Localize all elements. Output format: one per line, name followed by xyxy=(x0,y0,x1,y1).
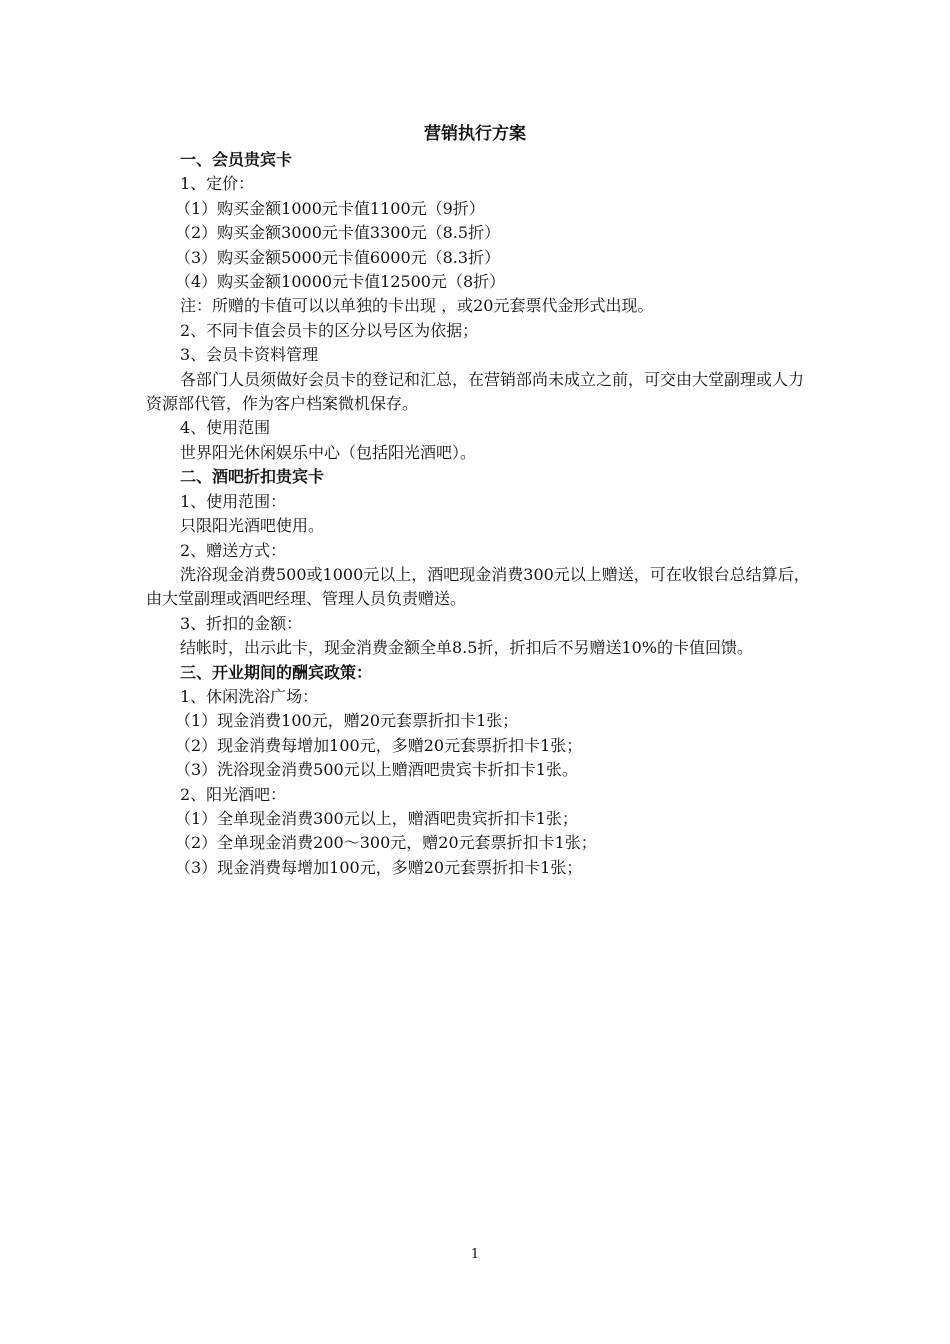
body-line: （2）全单现金消费200～300元，赠20元套票折扣卡1张； xyxy=(175,833,597,853)
body-line: （3）购买金额5000元卡值6000元（8.3折） xyxy=(175,247,501,267)
body-line: 3、折扣的金额： xyxy=(180,613,303,633)
body-line: （2）购买金额3000元卡值3300元（8.5折） xyxy=(175,223,501,243)
body-line: 世界阳光休闲娱乐中心（包括阳光酒吧）。 xyxy=(180,442,477,462)
body-line: 1、定价： xyxy=(180,174,255,194)
section-heading: 二、酒吧折扣贵宾卡 xyxy=(180,467,325,487)
body-line: （1）购买金额1000元卡值1100元（9折） xyxy=(175,198,485,218)
body-line: 2、赠送方式： xyxy=(180,540,287,560)
body-line: 1、休闲洗浴广场： xyxy=(180,686,319,706)
body-line: （1）现金消费100元，赠20元套票折扣卡1张； xyxy=(175,711,519,731)
body-line: 注：所赠的卡值可以以单独的卡出现 ，或20元套票代金形式出现。 xyxy=(180,296,654,316)
body-line: 只限阳光酒吧使用。 xyxy=(180,516,325,536)
body-line: 3、会员卡资料管理 xyxy=(180,345,319,365)
body-line: 洗浴现金消费500或1000元以上，酒吧现金消费300元以上赠送，可在收银台总结算后，由大堂副理或酒吧经理、管理人员负责赠送。 xyxy=(146,564,810,609)
body-line: 2、不同卡值会员卡的区分以号区为依据； xyxy=(180,320,479,340)
page-number: 1 xyxy=(470,1247,480,1262)
body-line: （3）洗浴现金消费500元以上赠酒吧贵宾卡折扣卡1张。 xyxy=(175,760,578,780)
body-line: 1、使用范围： xyxy=(180,491,287,511)
body-line: 各部门人员须做好会员卡的登记和汇总，在营销部尚未成立之前，可交由大堂副理或人力资源部代管，作为客户档案微机保存。 xyxy=(146,369,805,414)
body-line: （2）现金消费每增加100元，多赠20元套票折扣卡1张； xyxy=(175,735,583,755)
body-line: 2、阳光酒吧： xyxy=(180,784,287,804)
document-title: 营销执行方案 xyxy=(424,124,526,144)
document-body xyxy=(146,148,816,880)
body-line: 结帐时，出示此卡，现金消费金额全单8.5折，折扣后不另赠送10%的卡值回馈。 xyxy=(180,638,754,658)
body-line: （3）现金消费每增加100元，多赠20元套票折扣卡1张； xyxy=(175,857,583,877)
section-heading: 一、会员贵宾卡 xyxy=(180,150,293,169)
body-line: 4、使用范围 xyxy=(180,418,271,438)
body-line: （4）购买金额10000元卡值12500元（8折） xyxy=(175,272,506,292)
body-line: （1）全单现金消费300元以上，赠酒吧贵宾折扣卡1张； xyxy=(175,808,578,828)
section-heading: 三、开业期间的酬宾政策： xyxy=(180,662,373,682)
